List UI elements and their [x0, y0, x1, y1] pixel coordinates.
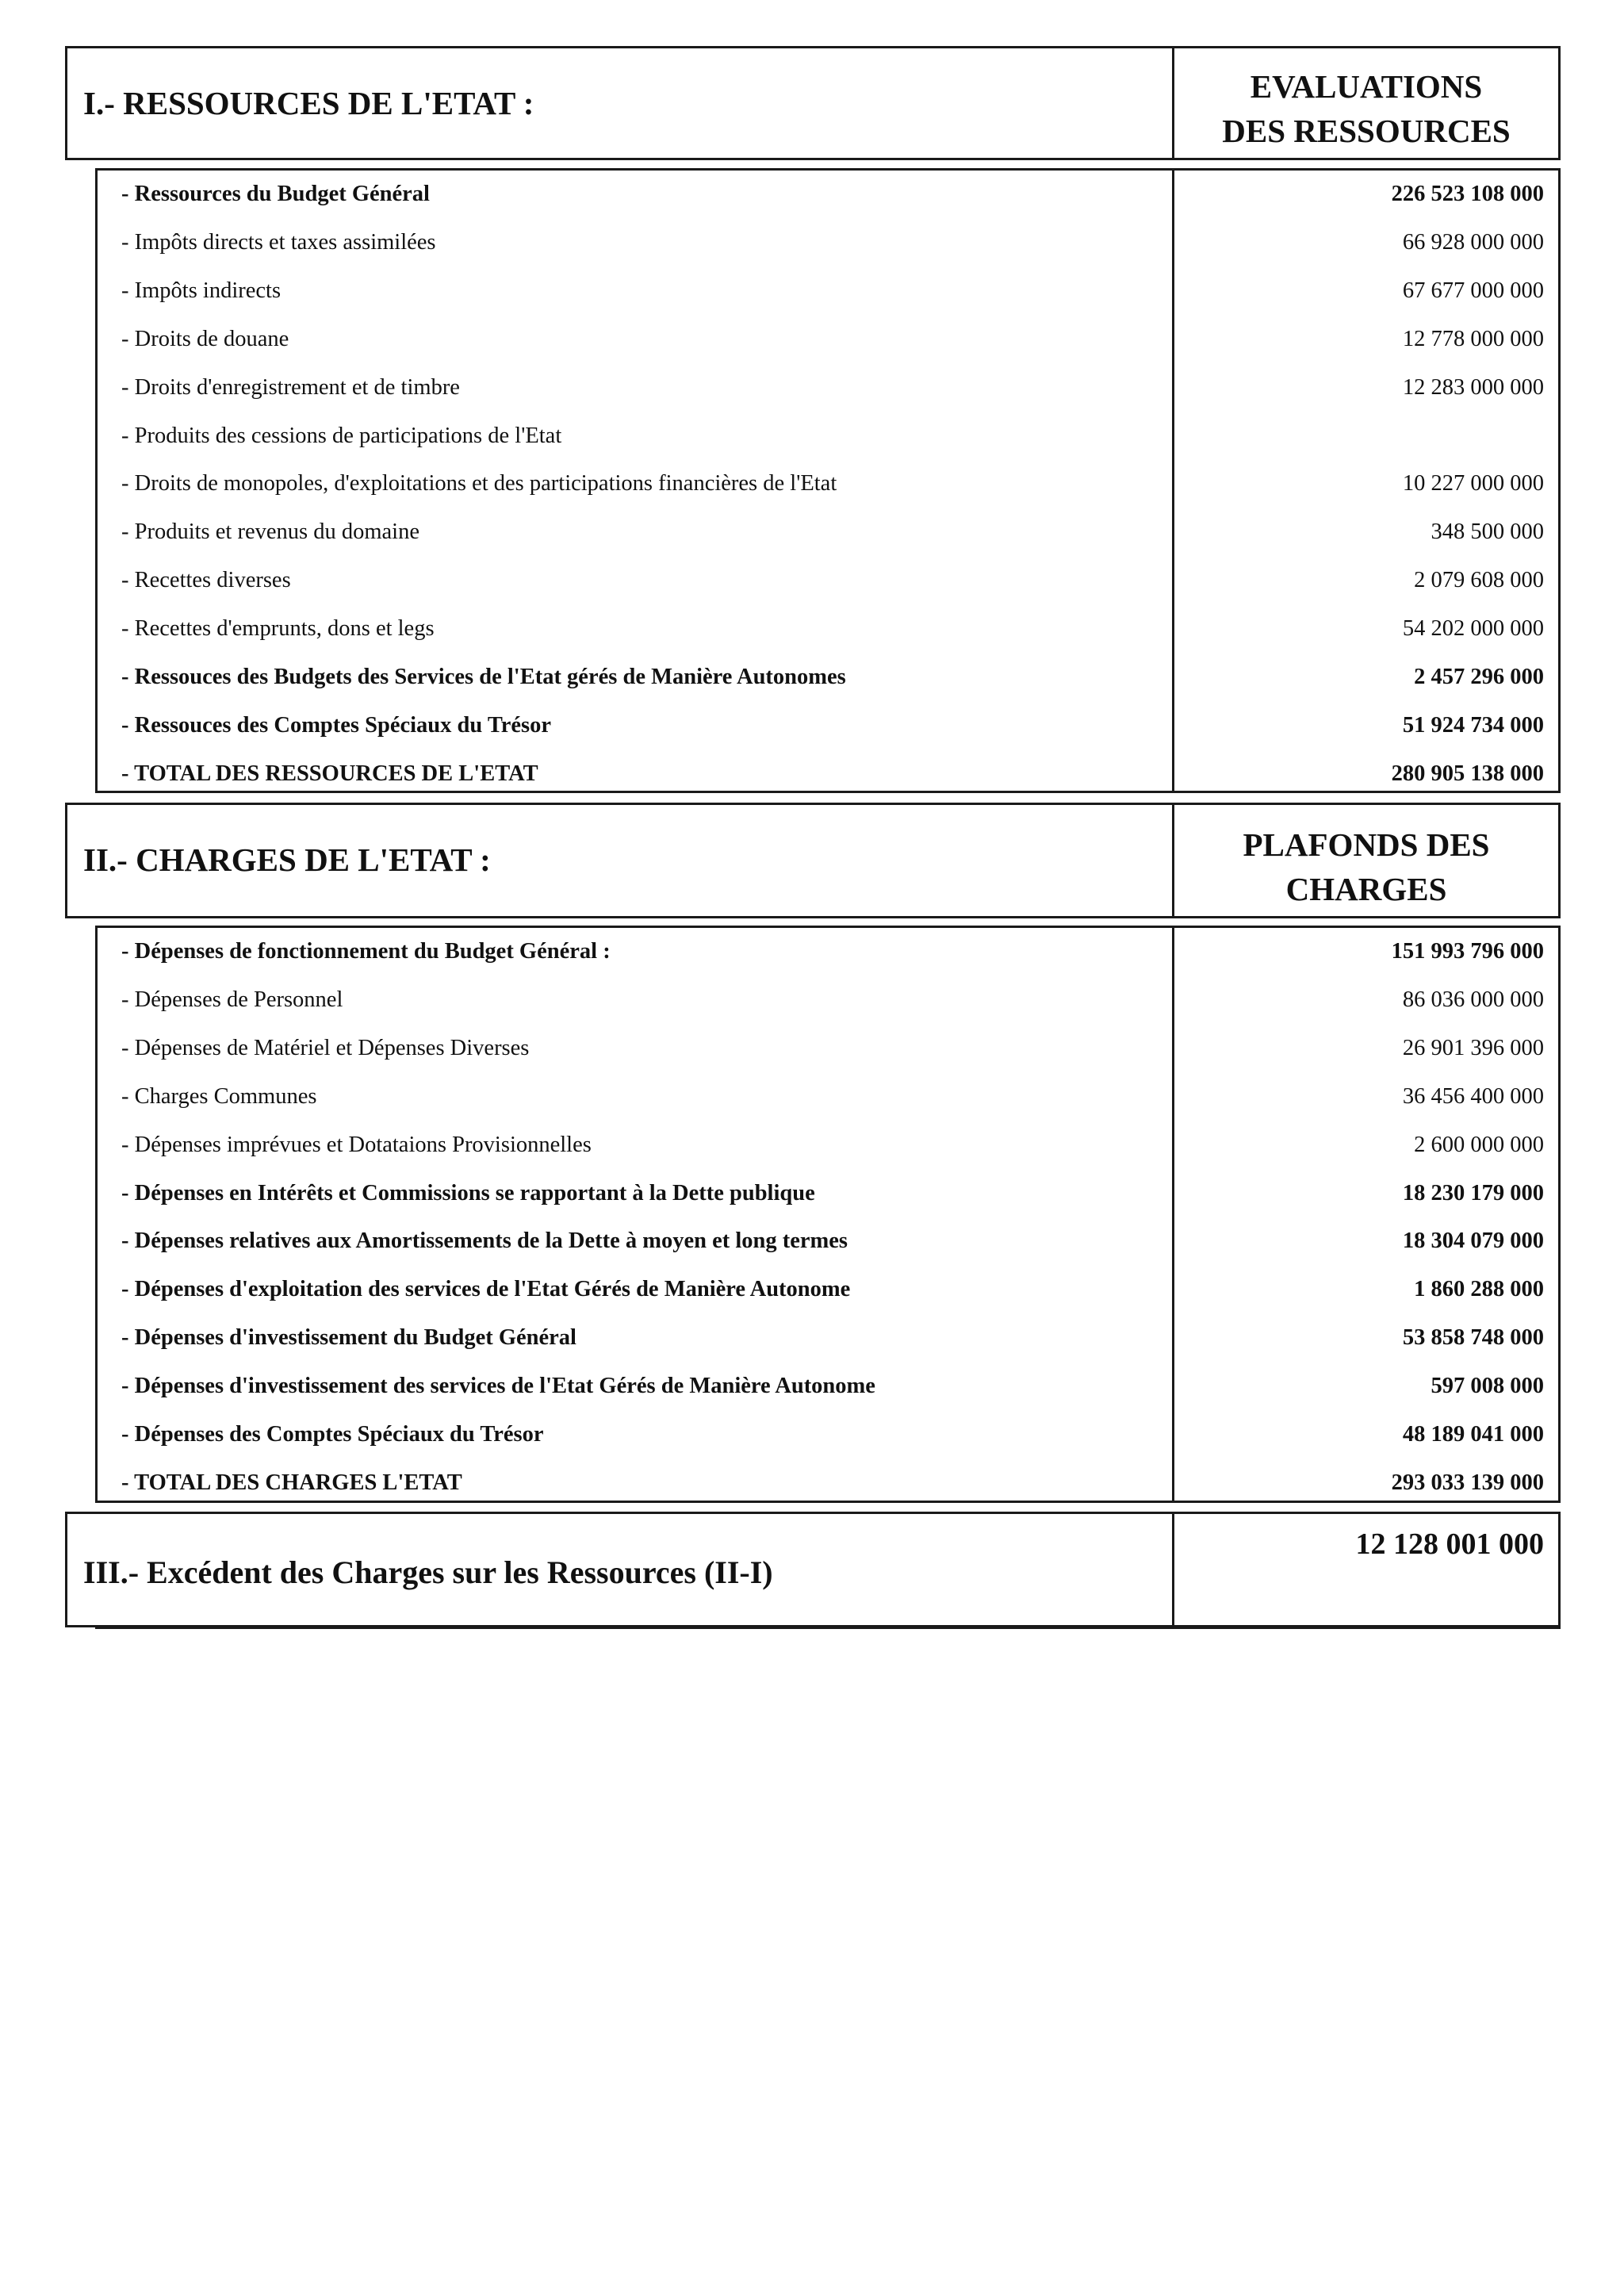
- row-label: - Dépenses d'investissement du Budget Général: [121, 1325, 576, 1351]
- row-label: - Dépenses de fonctionnement du Budget Général :: [121, 939, 611, 964]
- row-value: 36 456 400 000: [1402, 1083, 1544, 1109]
- row-label: - Produits des cessions de participations de l'Etat: [121, 423, 562, 448]
- table-row: [98, 1363, 1558, 1411]
- section2-table: [95, 926, 1561, 1503]
- row-value: 67 677 000 000: [1402, 278, 1544, 303]
- row-value: 293 033 139 000: [1391, 1470, 1544, 1495]
- row-value: 54 202 000 000: [1402, 616, 1544, 642]
- table-row: [98, 1314, 1558, 1363]
- row-value: 2 457 296 000: [1414, 665, 1544, 689]
- row-label: - Dépenses en Intérêts et Commissions se rapportant à la Dette publique: [121, 1180, 815, 1205]
- row-value: 151 993 796 000: [1391, 939, 1544, 964]
- section3-divider: [1172, 1512, 1174, 1627]
- table-row: [98, 460, 1558, 508]
- row-label: - Dépenses d'exploitation des services de l'Etat Gérés de Manière Autonome: [121, 1277, 851, 1302]
- table-row: [98, 267, 1558, 316]
- row-value: 51 924 734 000: [1402, 712, 1544, 738]
- row-value: 2 079 608 000: [1414, 568, 1544, 593]
- table-row: [98, 1121, 1558, 1170]
- table-row: [98, 1025, 1558, 1073]
- row-value: 348 500 000: [1431, 519, 1544, 545]
- table-row: [98, 1217, 1558, 1266]
- row-label: - Droits de monopoles, d'exploitations et des participations financières de l'Etat: [121, 471, 837, 496]
- row-value: 2 600 000 000: [1414, 1132, 1544, 1157]
- row-value: 53 858 748 000: [1402, 1325, 1544, 1351]
- row-label: - Impôts indirects: [121, 278, 282, 303]
- row-value: 280 905 138 000: [1391, 761, 1544, 786]
- row-label: - Dépenses d'investissement des services de l'Etat Gérés de Manière Autonome: [121, 1374, 875, 1399]
- section1-column-title-line2: DES RESSOURCES: [1222, 113, 1511, 149]
- row-label: - Impôts directs et taxes assimilées: [121, 229, 436, 255]
- section1-title: I.- RESSOURCES DE L'ETAT :: [83, 85, 534, 121]
- table-row: [98, 1459, 1558, 1508]
- table-row: [98, 1073, 1558, 1121]
- row-label: - Dépenses imprévues et Dotataions Provisionnelles: [121, 1132, 592, 1157]
- section2-column-title-line1: PLAFONDS DES: [1243, 826, 1490, 863]
- row-label: - Dépenses de Matériel et Dépenses Diverses: [121, 1035, 530, 1060]
- section1-table: [95, 168, 1561, 793]
- table-row: [98, 605, 1558, 654]
- row-value: 86 036 000 000: [1402, 987, 1544, 1012]
- table-row: [98, 171, 1558, 219]
- row-value: 48 189 041 000: [1402, 1422, 1544, 1447]
- table-row: [98, 508, 1558, 557]
- row-label: - Ressouces des Budgets des Services de l'Etat gérés de Manière Autonomes: [121, 665, 846, 689]
- section2-column-title: [1174, 822, 1558, 911]
- row-value: 18 230 179 000: [1402, 1180, 1544, 1205]
- row-value: 1 860 288 000: [1414, 1277, 1544, 1302]
- row-label: - Dépenses de Personnel: [121, 987, 343, 1012]
- row-label: - Charges Communes: [121, 1083, 317, 1109]
- table-row: [98, 557, 1558, 605]
- row-value: 18 304 079 000: [1402, 1228, 1544, 1254]
- table-row: [98, 1170, 1558, 1218]
- row-value: 10 227 000 000: [1402, 471, 1544, 496]
- section3-title: III.- Excédent des Charges sur les Ressources (II-I): [83, 1554, 773, 1590]
- table-row: [98, 364, 1558, 412]
- row-value: 226 523 108 000: [1391, 182, 1544, 206]
- row-value: 66 928 000 000: [1402, 229, 1544, 255]
- section1-column-title-line1: EVALUATIONS: [1250, 68, 1483, 105]
- table-row: [98, 702, 1558, 750]
- row-label: - Ressouces des Comptes Spéciaux du Trésor: [121, 712, 552, 738]
- section3-bottom-rule: [95, 1627, 1561, 1629]
- section1-header: [65, 46, 1561, 160]
- row-label: - Droits de douane: [121, 326, 289, 351]
- row-label: - Dépenses relatives aux Amortissements de la Dette à moyen et long termes: [121, 1228, 848, 1254]
- section1-column-title: [1174, 64, 1558, 153]
- row-label: - Recettes diverses: [121, 568, 291, 593]
- table-row: [98, 1266, 1558, 1314]
- row-label: - TOTAL DES RESSOURCES DE L'ETAT: [121, 761, 538, 786]
- section2-column-title-line2: CHARGES: [1285, 871, 1447, 907]
- row-label: - Dépenses des Comptes Spéciaux du Trésor: [121, 1422, 544, 1447]
- table-row: [98, 316, 1558, 364]
- row-label: - Droits d'enregistrement et de timbre: [121, 374, 460, 400]
- row-value: 12 778 000 000: [1402, 326, 1544, 351]
- section2-title: II.- CHARGES DE L'ETAT :: [83, 841, 491, 878]
- row-label: - Produits et revenus du domaine: [121, 519, 419, 545]
- row-value: 597 008 000: [1431, 1374, 1544, 1399]
- table-row: [98, 219, 1558, 267]
- table-row: [98, 928, 1558, 976]
- section3-box: [65, 1512, 1561, 1627]
- table-row: [98, 654, 1558, 702]
- row-label: - Recettes d'emprunts, dons et legs: [121, 616, 435, 642]
- section2-header: [65, 803, 1561, 918]
- table-row: [98, 976, 1558, 1025]
- table-row: [98, 750, 1558, 799]
- section3-value: 12 128 001 000: [1355, 1527, 1544, 1561]
- row-label: - Ressources du Budget Général: [121, 182, 430, 206]
- row-value: 26 901 396 000: [1402, 1035, 1544, 1060]
- table-row: [98, 1411, 1558, 1459]
- row-label: - TOTAL DES CHARGES L'ETAT: [121, 1470, 462, 1495]
- table-row: [98, 412, 1558, 461]
- row-value: 12 283 000 000: [1402, 374, 1544, 400]
